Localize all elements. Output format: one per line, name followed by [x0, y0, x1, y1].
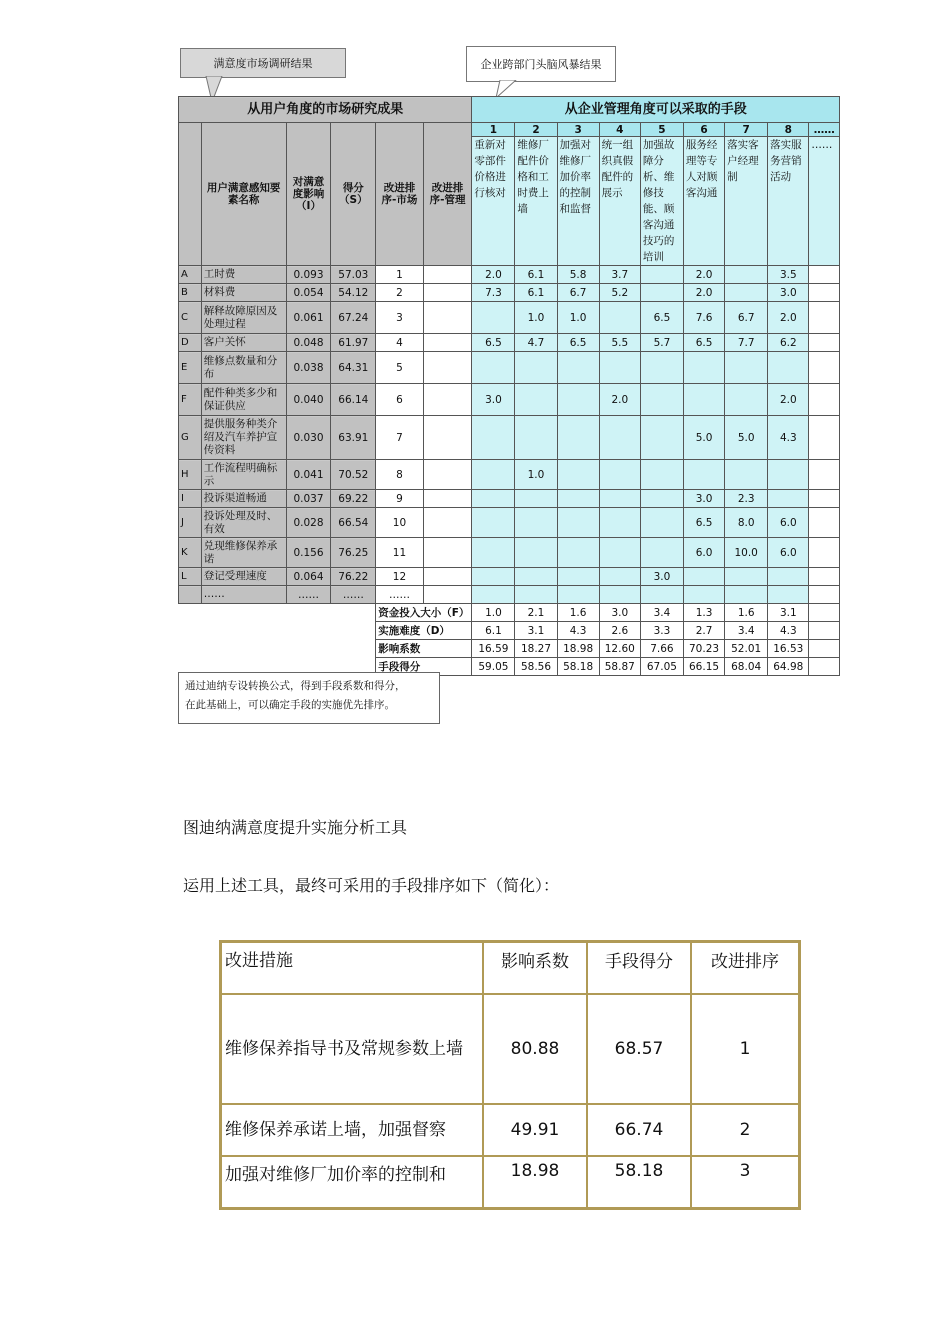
row-name: 投诉渠道畅通	[201, 490, 286, 508]
rank-management	[423, 266, 472, 284]
spacer-cell	[179, 640, 376, 658]
left-header: 从用户角度的市场研究成果	[179, 97, 472, 123]
matrix-cell: 1.0	[515, 302, 557, 334]
rank-market: 6	[376, 384, 423, 416]
measure-name: 落实客户经理制	[725, 137, 768, 266]
matrix-cell: 1.0	[515, 460, 557, 490]
summary-cell	[809, 658, 840, 676]
matrix-cell: 1.0	[557, 302, 599, 334]
matrix-cell	[640, 490, 683, 508]
matrix-cell	[640, 508, 683, 538]
column-header: 改进排序-市场	[376, 123, 423, 266]
rank-management	[423, 490, 472, 508]
rank-market: 12	[376, 568, 423, 586]
matrix-cell	[599, 460, 640, 490]
matrix-cell: 6.7	[557, 284, 599, 302]
matrix-cell: 2.0	[472, 266, 515, 284]
summary-cell: 18.27	[515, 640, 557, 658]
matrix-cell	[557, 568, 599, 586]
matrix-cell	[472, 460, 515, 490]
matrix-table	[178, 96, 840, 676]
column-header: 对满意度影响（I）	[286, 123, 331, 266]
summary-cell: 67.05	[640, 658, 683, 676]
row-id: L	[179, 568, 202, 586]
matrix-cell	[599, 538, 640, 568]
measure-name: 服务经理等专人对顾客沟通	[683, 137, 724, 266]
summary-label: 资金投入大小（F）	[376, 604, 472, 622]
rank-cell: 3	[691, 1156, 799, 1208]
row-name: 工作流程明确标示	[201, 460, 286, 490]
matrix-cell	[683, 352, 724, 384]
header-measure: 改进措施	[221, 942, 483, 994]
measure-name: 加强对维修厂加价率的控制和监督	[557, 137, 599, 266]
impact-cell: 49.91	[483, 1104, 587, 1156]
measure-cell: 维修保养指导书及常规参数上墙	[221, 994, 483, 1104]
matrix-cell	[683, 586, 724, 604]
header-impact: 影响系数	[483, 942, 587, 994]
blank-cell	[179, 123, 202, 266]
row-name: 投诉处理及时、有效	[201, 508, 286, 538]
matrix-cell	[515, 490, 557, 508]
callout-market-research: 满意度市场调研结果	[180, 48, 346, 78]
rank-market: 11	[376, 538, 423, 568]
summary-label: 手段得分	[376, 658, 472, 676]
matrix-cell	[809, 284, 840, 302]
rank-market: 3	[376, 302, 423, 334]
matrix-cell: 5.8	[557, 266, 599, 284]
matrix-cell	[515, 352, 557, 384]
matrix-cell	[809, 586, 840, 604]
matrix-cell	[515, 568, 557, 586]
summary-cell: 3.4	[725, 622, 768, 640]
summary-cell: 64.98	[768, 658, 809, 676]
summary-cell: 58.56	[515, 658, 557, 676]
matrix-cell	[557, 508, 599, 538]
summary-cell: 3.4	[640, 604, 683, 622]
matrix-cell	[640, 266, 683, 284]
matrix-cell: 6.5	[640, 302, 683, 334]
row-name: 登记受理速度	[201, 568, 286, 586]
matrix-cell	[472, 538, 515, 568]
matrix-cell	[725, 384, 768, 416]
rank-market: 9	[376, 490, 423, 508]
column-header: 改进排序-管理	[423, 123, 472, 266]
measure-number: ……	[809, 123, 840, 137]
measure-name: ……	[809, 137, 840, 266]
row-name: 客户关怀	[201, 334, 286, 352]
matrix-cell	[599, 302, 640, 334]
row-id: J	[179, 508, 202, 538]
matrix-cell	[515, 586, 557, 604]
matrix-cell	[809, 416, 840, 460]
matrix-cell: 7.6	[683, 302, 724, 334]
matrix-cell: 5.0	[725, 416, 768, 460]
measure-name: 加强故障分析、维修技能、顾客沟通技巧的培训	[640, 137, 683, 266]
matrix-cell: 5.7	[640, 334, 683, 352]
matrix-cell	[599, 416, 640, 460]
matrix-cell	[768, 352, 809, 384]
row-name: 解释故障原因及处理过程	[201, 302, 286, 334]
measure-name: 落实服务营销活动	[768, 137, 809, 266]
score-value: ……	[331, 586, 376, 604]
measure-number: 1	[472, 123, 515, 137]
rank-management	[423, 416, 472, 460]
measure-number: 7	[725, 123, 768, 137]
matrix-cell: 2.0	[768, 384, 809, 416]
row-id: H	[179, 460, 202, 490]
column-header: 用户满意感知要素名称	[201, 123, 286, 266]
figure-caption: 图迪纳满意度提升实施分析工具	[183, 818, 408, 837]
matrix-cell	[472, 490, 515, 508]
score-value: 67.24	[331, 302, 376, 334]
impact-cell: 18.98	[483, 1156, 587, 1208]
score-cell: 66.74	[587, 1104, 691, 1156]
matrix-cell: 6.0	[768, 508, 809, 538]
row-id: C	[179, 302, 202, 334]
summary-cell: 18.98	[557, 640, 599, 658]
matrix-cell: 10.0	[725, 538, 768, 568]
callout-brainstorm: 企业跨部门头脑风暴结果	[466, 46, 616, 82]
spacer-cell	[179, 622, 376, 640]
score-cell: 58.18	[587, 1156, 691, 1208]
summary-label: 实施难度（D）	[376, 622, 472, 640]
measure-number: 3	[557, 123, 599, 137]
summary-cell: 68.04	[725, 658, 768, 676]
matrix-cell: 4.3	[768, 416, 809, 460]
summary-cell: 70.23	[683, 640, 724, 658]
matrix-cell	[515, 508, 557, 538]
impact-cell: 80.88	[483, 994, 587, 1104]
measure-number: 6	[683, 123, 724, 137]
row-name: 配件种类多少和保证供应	[201, 384, 286, 416]
matrix-cell	[809, 490, 840, 508]
matrix-cell	[809, 352, 840, 384]
matrix-cell	[472, 416, 515, 460]
score-value: 54.12	[331, 284, 376, 302]
matrix-cell: 6.5	[683, 334, 724, 352]
summary-cell: 1.3	[683, 604, 724, 622]
rank-management	[423, 352, 472, 384]
matrix-cell	[557, 460, 599, 490]
satisfaction-analysis-figure	[178, 44, 840, 726]
matrix-cell: 3.0	[472, 384, 515, 416]
matrix-cell	[515, 384, 557, 416]
spacer-cell	[179, 604, 376, 622]
matrix-cell: 6.7	[725, 302, 768, 334]
matrix-cell: 6.1	[515, 266, 557, 284]
score-value: 69.22	[331, 490, 376, 508]
matrix-cell	[809, 568, 840, 586]
row-id: F	[179, 384, 202, 416]
footnote-line: 在此基础上，可以确定手段的实施优先排序。	[185, 699, 395, 711]
summary-cell: 1.6	[725, 604, 768, 622]
matrix-cell	[472, 508, 515, 538]
rank-market: 7	[376, 416, 423, 460]
impact-value: 0.037	[286, 490, 331, 508]
row-id: B	[179, 284, 202, 302]
measure-name: 重新对零部件价格进行核对	[472, 137, 515, 266]
matrix-cell	[768, 490, 809, 508]
row-id	[179, 586, 202, 604]
matrix-cell: 5.0	[683, 416, 724, 460]
matrix-cell: 2.0	[768, 302, 809, 334]
matrix-cell	[557, 538, 599, 568]
score-value: 57.03	[331, 266, 376, 284]
matrix-cell	[640, 352, 683, 384]
rank-market: 1	[376, 266, 423, 284]
matrix-cell	[640, 384, 683, 416]
measure-cell: 加强对维修厂加价率的控制和	[221, 1156, 483, 1208]
rank-market: 4	[376, 334, 423, 352]
rank-management	[423, 586, 472, 604]
measure-cell: 维修保养承诺上墙，加强督察	[221, 1104, 483, 1156]
footnote-box	[178, 672, 440, 724]
impact-value: ……	[286, 586, 331, 604]
summary-cell: 3.1	[515, 622, 557, 640]
matrix-cell: 3.0	[640, 568, 683, 586]
rank-cell: 2	[691, 1104, 799, 1156]
matrix-cell	[768, 568, 809, 586]
rank-cell: 1	[691, 994, 799, 1104]
row-name: ……	[201, 586, 286, 604]
score-value: 66.54	[331, 508, 376, 538]
summary-cell: 1.6	[557, 604, 599, 622]
summary-cell: 4.3	[557, 622, 599, 640]
matrix-cell	[640, 538, 683, 568]
matrix-cell: 2.0	[683, 284, 724, 302]
matrix-cell	[683, 568, 724, 586]
impact-value: 0.048	[286, 334, 331, 352]
matrix-cell: 7.7	[725, 334, 768, 352]
matrix-cell	[599, 586, 640, 604]
summary-cell: 58.87	[599, 658, 640, 676]
score-value: 76.22	[331, 568, 376, 586]
measure-number: 4	[599, 123, 640, 137]
matrix-cell: 3.7	[599, 266, 640, 284]
impact-value: 0.054	[286, 284, 331, 302]
matrix-cell	[640, 284, 683, 302]
rank-management	[423, 334, 472, 352]
matrix-cell: 3.5	[768, 266, 809, 284]
matrix-cell	[725, 568, 768, 586]
matrix-cell: 2.0	[683, 266, 724, 284]
matrix-cell	[599, 352, 640, 384]
matrix-cell	[768, 460, 809, 490]
score-value: 63.91	[331, 416, 376, 460]
rank-management	[423, 302, 472, 334]
matrix-cell	[809, 538, 840, 568]
matrix-cell	[725, 284, 768, 302]
score-value: 66.14	[331, 384, 376, 416]
footnote-line: 通过迪纳专设转换公式，得到手段系数和得分，	[185, 680, 406, 692]
summary-cell	[809, 622, 840, 640]
row-id: G	[179, 416, 202, 460]
row-name: 兑现维修保养承诺	[201, 538, 286, 568]
summary-cell: 6.1	[472, 622, 515, 640]
rank-management	[423, 508, 472, 538]
matrix-cell	[725, 266, 768, 284]
summary-cell: 16.59	[472, 640, 515, 658]
row-name: 工时费	[201, 266, 286, 284]
impact-value: 0.041	[286, 460, 331, 490]
rank-market: ……	[376, 586, 423, 604]
row-id: A	[179, 266, 202, 284]
impact-value: 0.156	[286, 538, 331, 568]
impact-value: 0.061	[286, 302, 331, 334]
summary-label: 影响系数	[376, 640, 472, 658]
matrix-cell	[472, 586, 515, 604]
rank-management	[423, 460, 472, 490]
rank-management	[423, 384, 472, 416]
score-cell: 68.57	[587, 994, 691, 1104]
matrix-cell	[557, 384, 599, 416]
matrix-cell: 6.5	[683, 508, 724, 538]
matrix-cell	[809, 334, 840, 352]
matrix-cell: 6.0	[683, 538, 724, 568]
matrix-cell	[472, 352, 515, 384]
matrix-cell: 8.0	[725, 508, 768, 538]
summary-cell: 2.6	[599, 622, 640, 640]
matrix-cell	[472, 302, 515, 334]
summary-cell: 3.3	[640, 622, 683, 640]
row-id: D	[179, 334, 202, 352]
matrix-cell: 5.2	[599, 284, 640, 302]
row-id: E	[179, 352, 202, 384]
matrix-cell: 4.7	[515, 334, 557, 352]
matrix-cell: 2.3	[725, 490, 768, 508]
impact-value: 0.040	[286, 384, 331, 416]
matrix-cell: 6.0	[768, 538, 809, 568]
matrix-cell	[640, 416, 683, 460]
impact-value: 0.028	[286, 508, 331, 538]
score-value: 64.31	[331, 352, 376, 384]
summary-cell: 2.7	[683, 622, 724, 640]
matrix-cell: 6.2	[768, 334, 809, 352]
summary-cell: 58.18	[557, 658, 599, 676]
matrix-cell: 6.5	[557, 334, 599, 352]
rank-market: 2	[376, 284, 423, 302]
matrix-cell: 6.5	[472, 334, 515, 352]
matrix-cell	[599, 490, 640, 508]
matrix-cell: 7.3	[472, 284, 515, 302]
matrix-cell	[683, 460, 724, 490]
impact-value: 0.030	[286, 416, 331, 460]
matrix-cell	[515, 538, 557, 568]
row-id: K	[179, 538, 202, 568]
row-name: 材料费	[201, 284, 286, 302]
row-name: 提供服务种类介绍及汽车养护宣传资料	[201, 416, 286, 460]
matrix-cell	[683, 384, 724, 416]
measure-name: 维修厂配件价格和工时费上墙	[515, 137, 557, 266]
column-header: 得分（S）	[331, 123, 376, 266]
summary-cell: 3.1	[768, 604, 809, 622]
matrix-cell	[640, 586, 683, 604]
matrix-cell	[725, 460, 768, 490]
measure-name: 统一组织真假配件的展示	[599, 137, 640, 266]
row-name: 维修点数量和分布	[201, 352, 286, 384]
rank-management	[423, 568, 472, 586]
matrix-cell	[640, 460, 683, 490]
header-score: 手段得分	[587, 942, 691, 994]
matrix-cell	[809, 384, 840, 416]
rank-market: 5	[376, 352, 423, 384]
matrix-cell	[768, 586, 809, 604]
matrix-cell	[809, 508, 840, 538]
summary-cell	[809, 604, 840, 622]
summary-cell: 52.01	[725, 640, 768, 658]
matrix-cell	[809, 266, 840, 284]
impact-value: 0.038	[286, 352, 331, 384]
header-rank: 改进排序	[691, 942, 799, 994]
summary-cell	[809, 640, 840, 658]
matrix-cell	[725, 586, 768, 604]
matrix-cell	[599, 508, 640, 538]
score-value: 61.97	[331, 334, 376, 352]
matrix-cell	[557, 352, 599, 384]
score-value: 76.25	[331, 538, 376, 568]
measure-number: 5	[640, 123, 683, 137]
measure-number: 8	[768, 123, 809, 137]
measure-number: 2	[515, 123, 557, 137]
rank-market: 8	[376, 460, 423, 490]
intro-text: 运用上述工具，最终可采用的手段排序如下（简化）：	[183, 876, 560, 895]
matrix-cell	[809, 302, 840, 334]
impact-value: 0.093	[286, 266, 331, 284]
rank-market: 10	[376, 508, 423, 538]
row-id: I	[179, 490, 202, 508]
matrix-cell	[557, 586, 599, 604]
summary-cell: 2.1	[515, 604, 557, 622]
rank-management	[423, 284, 472, 302]
ranking-table	[219, 940, 801, 1210]
impact-value: 0.064	[286, 568, 331, 586]
matrix-cell	[599, 568, 640, 586]
matrix-cell	[515, 416, 557, 460]
summary-cell: 1.0	[472, 604, 515, 622]
matrix-cell	[557, 490, 599, 508]
matrix-cell	[725, 352, 768, 384]
matrix-cell	[472, 568, 515, 586]
matrix-cell: 2.0	[599, 384, 640, 416]
matrix-cell	[557, 416, 599, 460]
matrix-cell: 3.0	[683, 490, 724, 508]
matrix-cell	[809, 460, 840, 490]
summary-cell: 4.3	[768, 622, 809, 640]
summary-cell: 12.60	[599, 640, 640, 658]
rank-management	[423, 538, 472, 568]
summary-cell: 66.15	[683, 658, 724, 676]
summary-cell: 59.05	[472, 658, 515, 676]
summary-cell: 3.0	[599, 604, 640, 622]
matrix-cell: 6.1	[515, 284, 557, 302]
right-header: 从企业管理角度可以采取的手段	[472, 97, 840, 123]
summary-cell: 7.66	[640, 640, 683, 658]
summary-cell: 16.53	[768, 640, 809, 658]
matrix-cell: 3.0	[768, 284, 809, 302]
score-value: 70.52	[331, 460, 376, 490]
matrix-cell: 5.5	[599, 334, 640, 352]
